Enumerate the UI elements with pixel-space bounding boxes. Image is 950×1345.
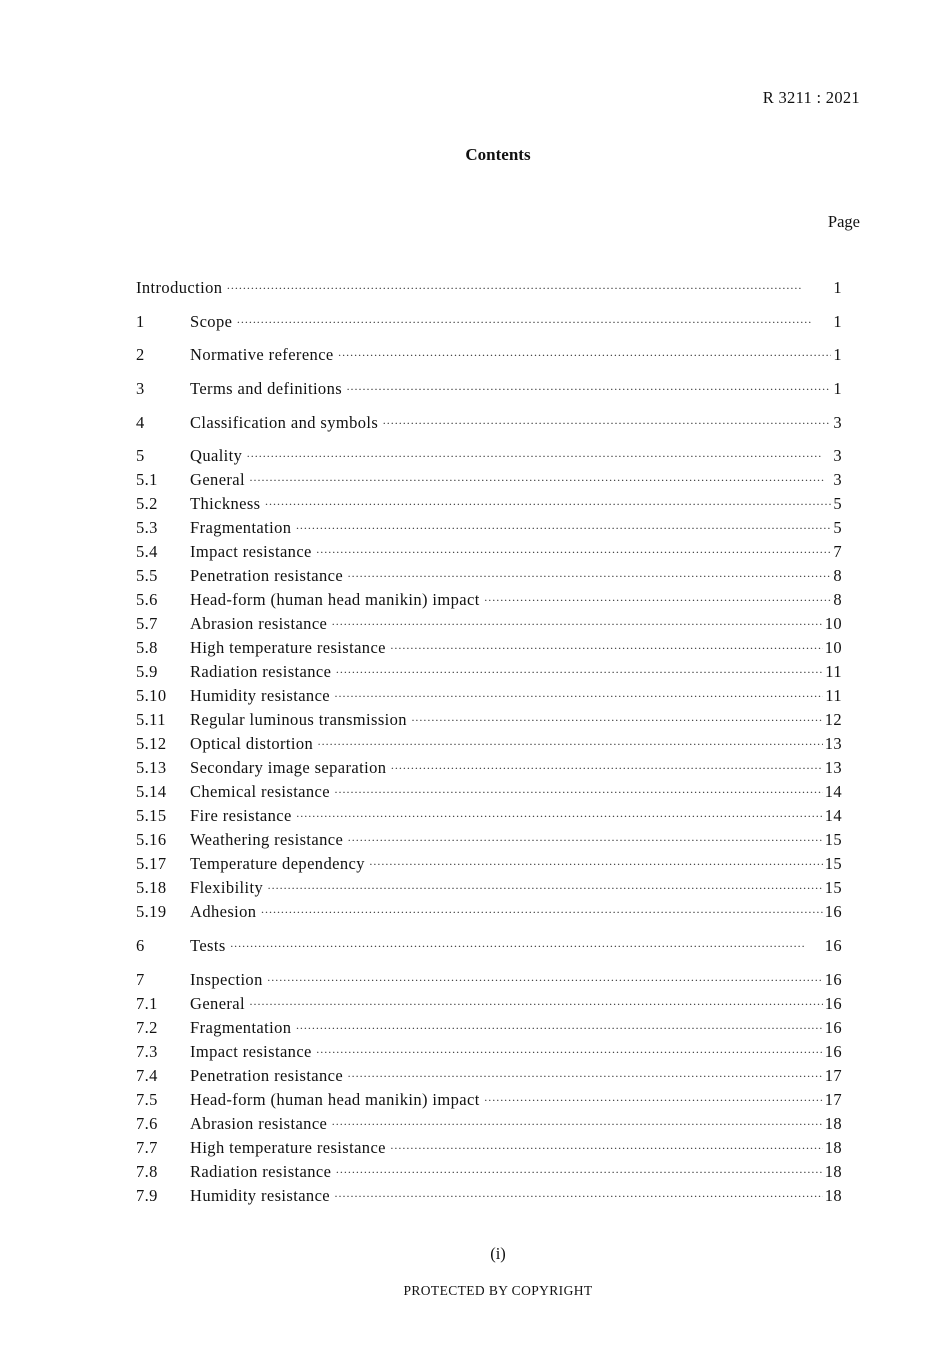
toc-entry-page: 18 [824,1185,842,1205]
toc-entry[interactable] [136,828,842,852]
toc-entry[interactable] [136,310,842,334]
toc-entry-title: General [190,470,246,490]
toc-entry-title: High temperature resistance [190,638,386,658]
toc-entry[interactable] [136,992,842,1016]
toc-entry-page: 17 [824,1089,842,1109]
dot-leader [390,756,822,780]
dot-leader [484,588,832,612]
toc-entry-title: Radiation resistance [190,1161,332,1181]
toc-entry-number: 5.7 [136,614,158,634]
toc-entry[interactable] [136,968,842,992]
toc-entry[interactable] [136,1040,842,1064]
toc-entry-page: 17 [824,1065,842,1085]
toc-entry-number: 5.15 [136,806,167,826]
toc-entry-number: 5.11 [136,710,166,730]
toc-entry-title: Tests [190,936,226,956]
table-of-contents [136,276,842,1208]
toc-entry-title: Regular luminous transmission [190,710,407,730]
toc-entry[interactable] [136,1016,842,1040]
toc-entry-title: Weathering resistance [190,830,344,850]
toc-entry-title: Abrasion resistance [190,1113,328,1133]
toc-entry-title: Humidity resistance [190,1185,331,1205]
dot-leader [347,564,831,588]
dot-leader [296,804,823,828]
document-id: R 3211 : 2021 [762,88,860,107]
dot-leader [334,1184,823,1208]
toc-entry-title: Quality [190,446,243,466]
toc-entry[interactable] [136,852,842,876]
toc-entry-page: 1 [833,278,842,297]
toc-entry-title: Penetration resistance [190,1065,344,1085]
toc-entry-number: 5.12 [136,734,167,754]
toc-entry-page: 16 [824,1041,842,1061]
dot-leader [265,492,832,516]
toc-entry-page: 11 [825,686,842,706]
toc-entry-page: 10 [824,638,842,658]
dot-leader [246,444,831,468]
toc-entry-title: Fragmentation [190,518,292,538]
toc-entry-page: 5 [833,518,842,538]
toc-entry-page: 13 [824,758,842,778]
toc-entry-page: 1 [833,379,842,399]
dot-leader [317,732,823,756]
dot-leader [369,852,823,876]
toc-entry-number: 7.7 [136,1137,158,1157]
toc-entry-title: High temperature resistance [190,1137,386,1157]
toc-entry-number: 7.8 [136,1161,158,1181]
toc-entry-page: 16 [824,936,842,956]
toc-entry-number: 7.3 [136,1041,158,1061]
toc-entry-title: Fragmentation [190,1017,292,1037]
toc-entry[interactable] [136,1112,842,1136]
toc-entry-title: Head-form (human head manikin) impact [190,1089,480,1109]
toc-entry[interactable] [136,900,842,924]
dot-leader [226,276,831,300]
toc-entry-number: 4 [136,412,145,432]
toc-entry-page: 14 [824,782,842,802]
toc-entry-page: 8 [833,590,842,610]
toc-entry-number: 5.13 [136,758,167,778]
toc-entry-page: 16 [824,993,842,1013]
toc-entry-number: 5.1 [136,470,158,490]
toc-entry[interactable] [136,1064,842,1088]
toc-entry-title: Terms and definitions [190,379,343,399]
toc-entry[interactable] [136,1088,842,1112]
toc-entry-page: 5 [833,494,842,514]
toc-entry-title: Abrasion resistance [190,614,328,634]
toc-entry-number: 7.5 [136,1089,158,1109]
dot-leader [295,516,831,540]
toc-entry-page: 10 [824,614,842,634]
toc-entry[interactable] [136,343,842,367]
toc-entry[interactable] [136,732,842,756]
toc-entry-page: 7 [833,542,842,562]
dot-leader [316,540,832,564]
toc-entry[interactable] [136,636,842,660]
toc-entry-page: 18 [824,1137,842,1157]
toc-entry[interactable] [136,540,842,564]
toc-entry-page: 15 [824,878,842,898]
toc-entry-number: 5.8 [136,638,158,658]
toc-entry-title: Head-form (human head manikin) impact [190,590,480,610]
dot-leader [334,684,823,708]
toc-entry-title: Introduction [136,278,223,297]
dot-leader [260,900,822,924]
toc-entry[interactable] [136,1160,842,1184]
toc-entry-title: Temperature dependency [190,854,365,874]
toc-entry-page: 18 [824,1161,842,1181]
toc-entry[interactable] [136,411,842,435]
toc-entry[interactable] [136,1184,842,1208]
dot-leader [334,780,823,804]
toc-entry-number: 7.2 [136,1017,158,1037]
toc-entry-title: Fire resistance [190,806,292,826]
toc-entry-title: Penetration resistance [190,566,344,586]
toc-entry[interactable] [136,708,842,732]
dot-leader [267,968,823,992]
dot-leader [316,1040,823,1064]
toc-entry-page: 3 [833,470,842,490]
dot-leader [390,1136,823,1160]
toc-entry-title: Normative reference [190,345,334,365]
toc-entry[interactable] [136,377,842,401]
dot-leader [335,660,823,684]
toc-entry[interactable] [136,276,842,300]
toc-entry-title: Impact resistance [190,542,312,562]
toc-entry-number: 1 [136,311,145,331]
dot-leader [338,343,832,367]
toc-entry-title: Secondary image separation [190,758,387,778]
dot-leader [346,377,831,401]
toc-entry-page: 1 [833,345,842,365]
dot-leader [390,636,823,660]
toc-entry-number: 3 [136,379,145,399]
toc-entry-number: 5.3 [136,518,158,538]
toc-entry-title: Flexibility [190,878,264,898]
toc-entry-page: 3 [833,446,842,466]
toc-entry[interactable] [136,588,842,612]
toc-entry-title: Humidity resistance [190,686,331,706]
toc-entry-page: 16 [824,902,842,922]
copyright-notice: PROTECTED BY COPYRIGHT [403,1283,593,1298]
toc-entry-title: Adhesion [190,902,257,922]
dot-leader [331,1112,822,1136]
toc-entry[interactable] [136,1136,842,1160]
toc-entry-number: 5.16 [136,830,167,850]
toc-entry-title: Inspection [190,969,263,989]
toc-entry-number: 5.9 [136,662,158,682]
toc-entry-page: 12 [824,710,842,730]
toc-entry-title: Impact resistance [190,1041,312,1061]
toc-entry-number: 5 [136,446,145,466]
toc-entry-number: 5.14 [136,782,167,802]
dot-leader [347,828,822,852]
toc-entry[interactable] [136,444,842,468]
toc-entry-number: 6 [136,936,145,956]
toc-entry-title: Thickness [190,494,261,514]
dot-leader [484,1088,823,1112]
toc-entry-title: Optical distortion [190,734,314,754]
toc-entry-number: 7.6 [136,1113,158,1133]
toc-entry-title: General [190,993,246,1013]
toc-entry-page: 11 [825,662,842,682]
toc-entry[interactable] [136,780,842,804]
toc-entry-number: 5.18 [136,878,167,898]
toc-entry[interactable] [136,756,842,780]
page-column-label: Page [827,212,860,231]
page-title: Contents [465,145,531,164]
toc-entry-title: Scope [190,311,233,331]
dot-leader [347,1064,823,1088]
toc-entry-page: 16 [824,969,842,989]
dot-leader [411,708,823,732]
toc-entry-title: Classification and symbols [190,412,379,432]
toc-entry-number: 5.10 [136,686,167,706]
toc-entry-number: 5.17 [136,854,167,874]
dot-leader [382,411,831,435]
toc-entry-number: 7.4 [136,1065,158,1085]
toc-entry-title: Radiation resistance [190,662,332,682]
toc-entry-page: 15 [824,854,842,874]
toc-entry-page: 1 [833,311,842,331]
toc-entry-number: 5.2 [136,494,158,514]
toc-entry-number: 5.19 [136,902,167,922]
toc-entry[interactable] [136,684,842,708]
page-folio: (i) [490,1244,506,1263]
toc-entry-title: Chemical resistance [190,782,331,802]
dot-leader [230,934,823,958]
dot-leader [249,992,823,1016]
toc-entry-number: 5.4 [136,542,158,562]
dot-leader [249,468,831,492]
toc-entry[interactable] [136,934,842,958]
toc-entry-number: 7.1 [136,993,158,1013]
toc-entry[interactable] [136,516,842,540]
toc-entry-page: 18 [824,1113,842,1133]
toc-entry-page: 13 [824,734,842,754]
toc-entry-number: 5.6 [136,590,158,610]
toc-entry-number: 7.9 [136,1185,158,1205]
dot-leader [331,612,822,636]
toc-entry[interactable] [136,468,842,492]
toc-entry-page: 8 [833,566,842,586]
dot-leader [335,1160,822,1184]
toc-entry-page: 3 [833,412,842,432]
dot-leader [267,876,823,900]
toc-entry-page: 15 [824,830,842,850]
toc-entry-page: 16 [824,1017,842,1037]
toc-entry-number: 5.5 [136,566,158,586]
toc-entry[interactable] [136,876,842,900]
toc-entry[interactable] [136,804,842,828]
dot-leader [295,1016,822,1040]
toc-entry-page: 14 [824,806,842,826]
toc-entry[interactable] [136,492,842,516]
toc-entry-number: 2 [136,345,145,365]
toc-entry[interactable] [136,612,842,636]
toc-entry-number: 7 [136,969,145,989]
toc-entry[interactable] [136,660,842,684]
dot-leader [236,310,831,334]
toc-entry[interactable] [136,564,842,588]
